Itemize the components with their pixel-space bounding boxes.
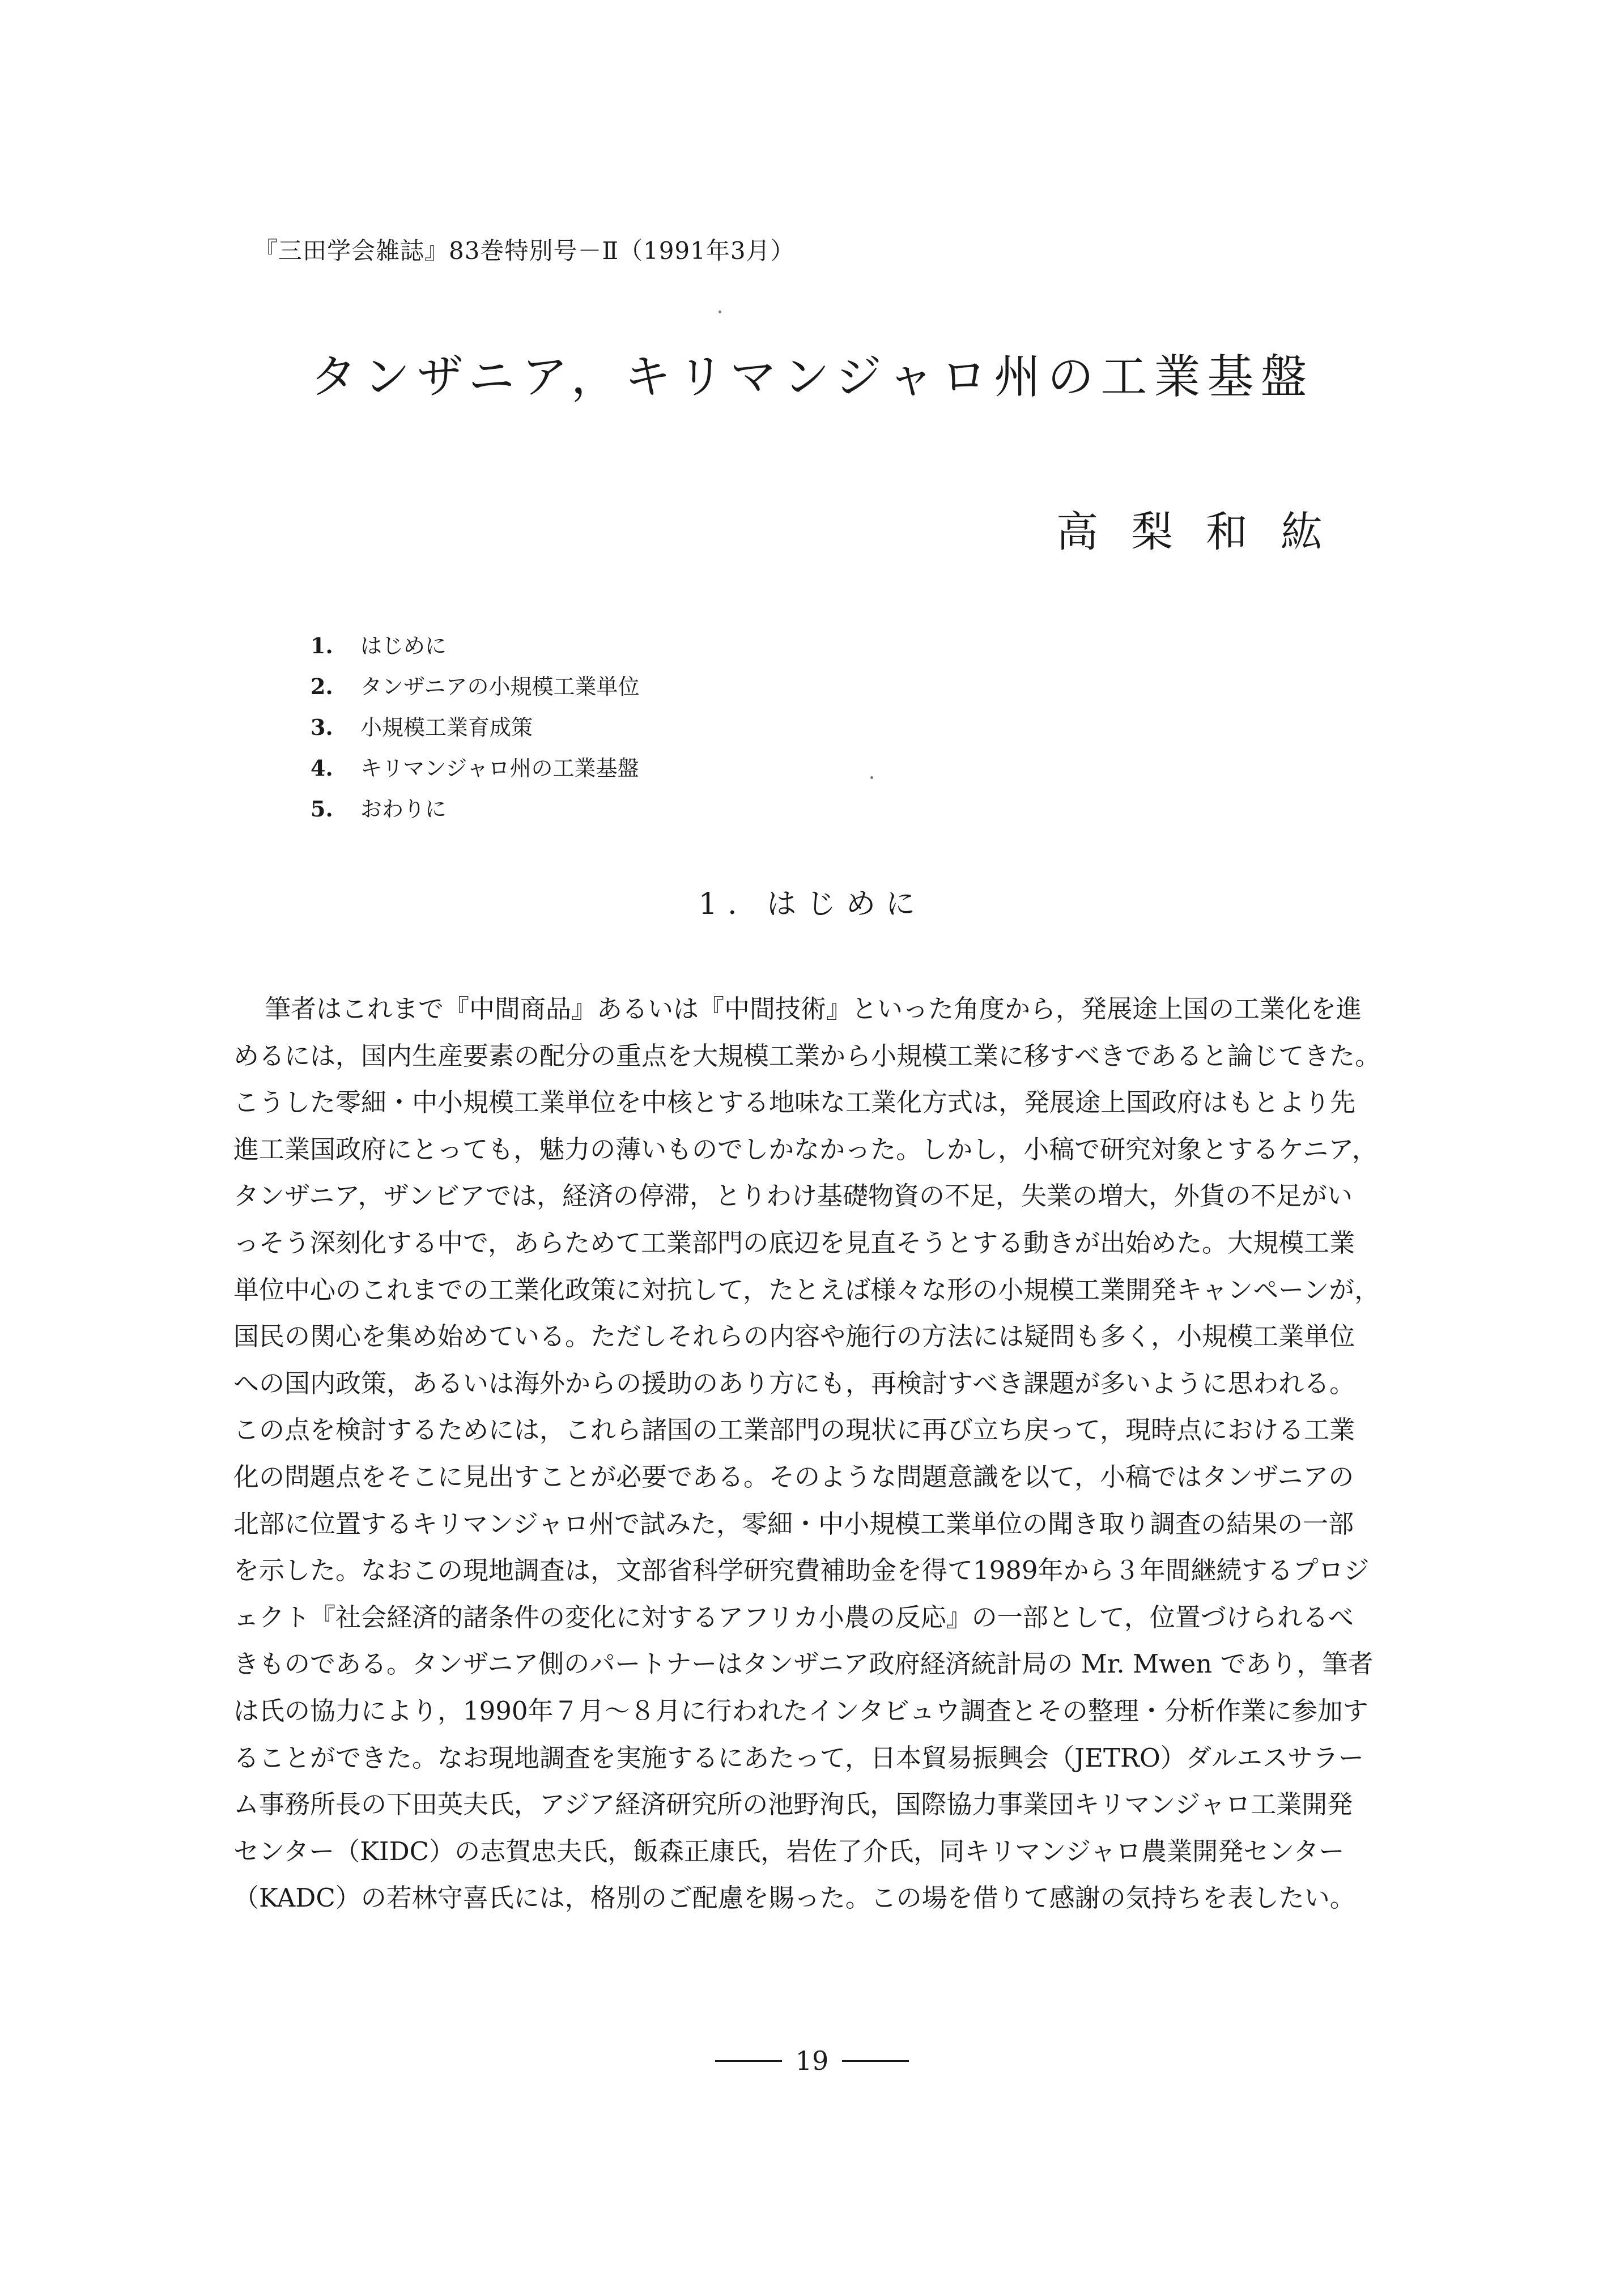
- toc-item-number: 1.: [311, 633, 333, 658]
- toc-item-number: 4.: [311, 755, 333, 781]
- toc-item-label: 小規模工業育成策: [360, 715, 533, 740]
- body-line: きものである。タンザニア側のパートナーはタンザニア政府経済統計局の Mr. Mwen であり，筆者: [233, 1649, 1374, 1679]
- body-line: タンザニア，ザンビアでは，経済の停滞，とりわけ基礎物資の不足，失業の増大，外貨の不足がい: [233, 1181, 1353, 1211]
- toc-item: [311, 748, 639, 789]
- body-line: センター（KIDC）の志賀忠夫氏，飯森正康氏，岩佐了介氏，同キリマンジャロ農業開発センター: [233, 1836, 1345, 1866]
- article-title: タンザニア，キリマンジャロ州の工業基盤: [310, 350, 1314, 404]
- scan-speck: [870, 776, 873, 779]
- toc-item-label: タンザニアの小規模工業単位: [360, 674, 640, 699]
- page-number-dash-right: [842, 2060, 909, 2062]
- body-line: 化の問題点をそこに見出すことが必要である。そのような問題意識を以て，小稿ではタンザニアの: [233, 1461, 1354, 1492]
- toc-item-label: キリマンジャロ州の工業基盤: [360, 756, 639, 781]
- journal-citation: 『三田学会雑誌』83巻特別号－Ⅱ（1991年3月）: [254, 237, 795, 265]
- body-line: 筆者はこれまで『中間商品』あるいは『中間技術』といった角度から，発展途上国の工業化を進: [265, 994, 1362, 1024]
- toc-item: [311, 626, 639, 666]
- body-line: こうした零細・中小規模工業単位を中核とする地味な工業化方式は，発展途上国政府はもとより先: [233, 1087, 1356, 1118]
- body-line: 国民の関心を集め始めている。ただしそれらの内容や施行の方法には疑問も多く，小規模工業単位: [233, 1321, 1355, 1352]
- toc-item: [311, 789, 639, 829]
- body-line: ることができた。なお現地調査を実施するにあたって，日本貿易振興会（JETRO）ダルエスサラー: [233, 1742, 1364, 1773]
- body-line: っそう深刻化する中で，あらためて工業部門の底辺を見直そうとする動きが出始めた。大規模工業: [233, 1227, 1355, 1258]
- toc-item: [311, 707, 639, 748]
- body-line: この点を検討するためには，これら諸国の工業部門の現状に再び立ち戻って，現時点における工業: [233, 1415, 1355, 1445]
- page-number: [0, 2045, 1624, 2076]
- toc-item-number: 2.: [311, 674, 333, 699]
- page-number-dash-left: [715, 2060, 782, 2062]
- body-paragraph: [233, 986, 1412, 1922]
- scan-speck: [719, 310, 721, 313]
- body-line: めるには，国内生産要素の配分の重点を大規模工業から小規模工業に移すべきであると論じてきた。: [233, 1040, 1381, 1071]
- toc-item: [311, 666, 639, 707]
- body-line: （KADC）の若林守喜氏には，格別のご配慮を賜った。この場を借りて感謝の気持ちを表したい。: [233, 1883, 1355, 1913]
- section-heading: 1. はじめに: [698, 887, 926, 921]
- body-line: への国内政策，あるいは海外からの援助のあり方にも，再検討すべき課題が多いように思われる。: [233, 1368, 1355, 1398]
- body-line: ェクト『社会経済的諸条件の変化に対するアフリカ小農の反応』の一部として，位置づけられるべ: [233, 1602, 1354, 1632]
- body-line: 進工業国政府にとっても，魅力の薄いものでしかなかった。しかし，小稿で研究対象とするケニア，: [233, 1134, 1378, 1164]
- toc-item-number: 5.: [311, 796, 333, 822]
- toc-item-number: 3.: [311, 714, 333, 740]
- body-line: ム事務所長の下田英夫氏，アジア経済研究所の池野洵氏，国際協力事業団キリマンジャロ工業開発: [233, 1789, 1353, 1820]
- body-line: を示した。なおこの現地調査は，文部省科学研究費補助金を得て1989年から３年間継続するプロジ: [233, 1555, 1370, 1586]
- body-line: 単位中心のこれまでの工業化政策に対抗して，たとえば様々な形の小規模工業開発キャンペーンが，: [233, 1274, 1380, 1305]
- table-of-contents: [311, 626, 639, 829]
- author-name: 高梨和紘: [1056, 508, 1355, 556]
- toc-item-label: おわりに: [360, 797, 447, 822]
- body-line: は氏の協力により，1990年７月～８月に行われたインタビュウ調査とその整理・分析作業に参加す: [233, 1695, 1368, 1726]
- body-line: 北部に位置するキリマンジャロ州で試みた，零細・中小規模工業単位の聞き取り調査の結果の一部: [233, 1508, 1354, 1539]
- page-number-value: 19: [795, 2045, 829, 2076]
- toc-item-label: はじめに: [360, 633, 447, 658]
